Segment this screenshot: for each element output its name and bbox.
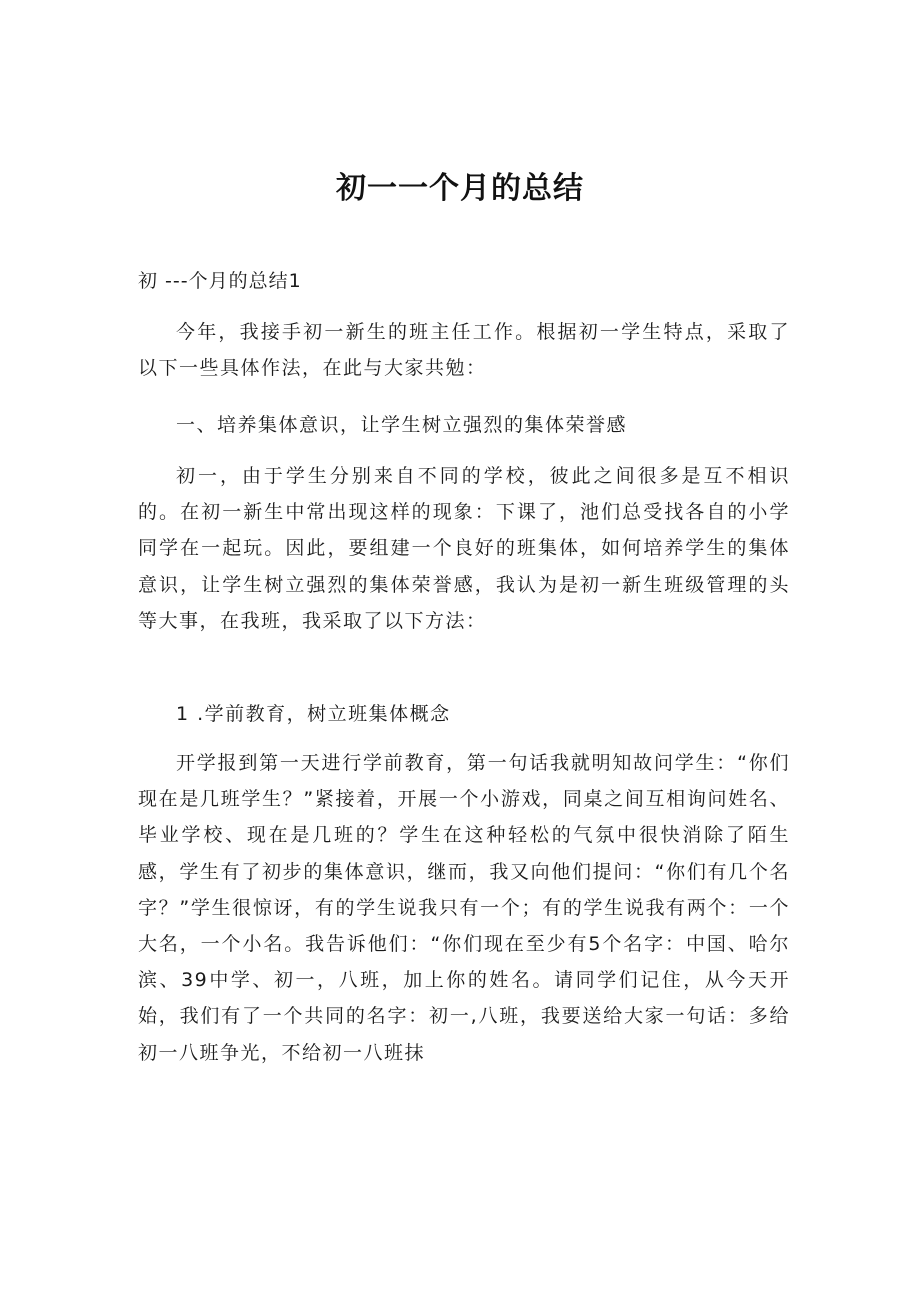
document-title: 初一一个月的总结 bbox=[336, 171, 584, 206]
subheading-collective-awareness: 一、培养集体意识，让学生树立强烈的集体荣誉感 bbox=[176, 414, 628, 436]
subheading-pre-school-education: 1 .学前教育，树立班集体概念 bbox=[176, 703, 451, 725]
paragraph-pre-school-education: 开学报到第一天进行学前教育，第一句话我就明知故问学生：“你们现在是几班学生？”紧接着，开展一个小游戏，同桌之间互相询问姓名、毕业学校、现在是几班的？学生在这种轻松的气氛中很快消除了陌生感，学生有了初步的集体意识，继而，我又向他们提问：“你们有几个名字？”学生很惊讶，有的学生说我只有一个；有的学生说我有两个：一个大名，一个小名。我告诉他们：“你们现在至少有5个名字：中国、哈尔滨、39中学、初一，八班，加上你的姓名。请同学们记住，从今天开始，我们有了一个共同的名字：初一,八班，我要送给大家一句话：多给初一八班争光，不给初一八班抹 bbox=[138, 752, 790, 1064]
section-heading: 初 ---个月的总结1 bbox=[138, 270, 302, 292]
paragraph-collective-awareness: 初一，由于学生分别来自不同的学校，彼此之间很多是互不相识的。在初一新生中常出现这样的现象：下课了，池们总受找各自的小学同学在一起玩。因此，要组建一个良好的班集体，如何培养学生的集体意识，让学生树立强烈的集体荣誉感，我认为是初一新生班级管理的头等大事，在我班，我采取了以下方法： bbox=[138, 465, 790, 632]
paragraph-intro: 今年，我接手初一新生的班主任工作。根据初一学生特点，采取了以下一些具体作法，在此与大家共勉： bbox=[138, 321, 790, 380]
